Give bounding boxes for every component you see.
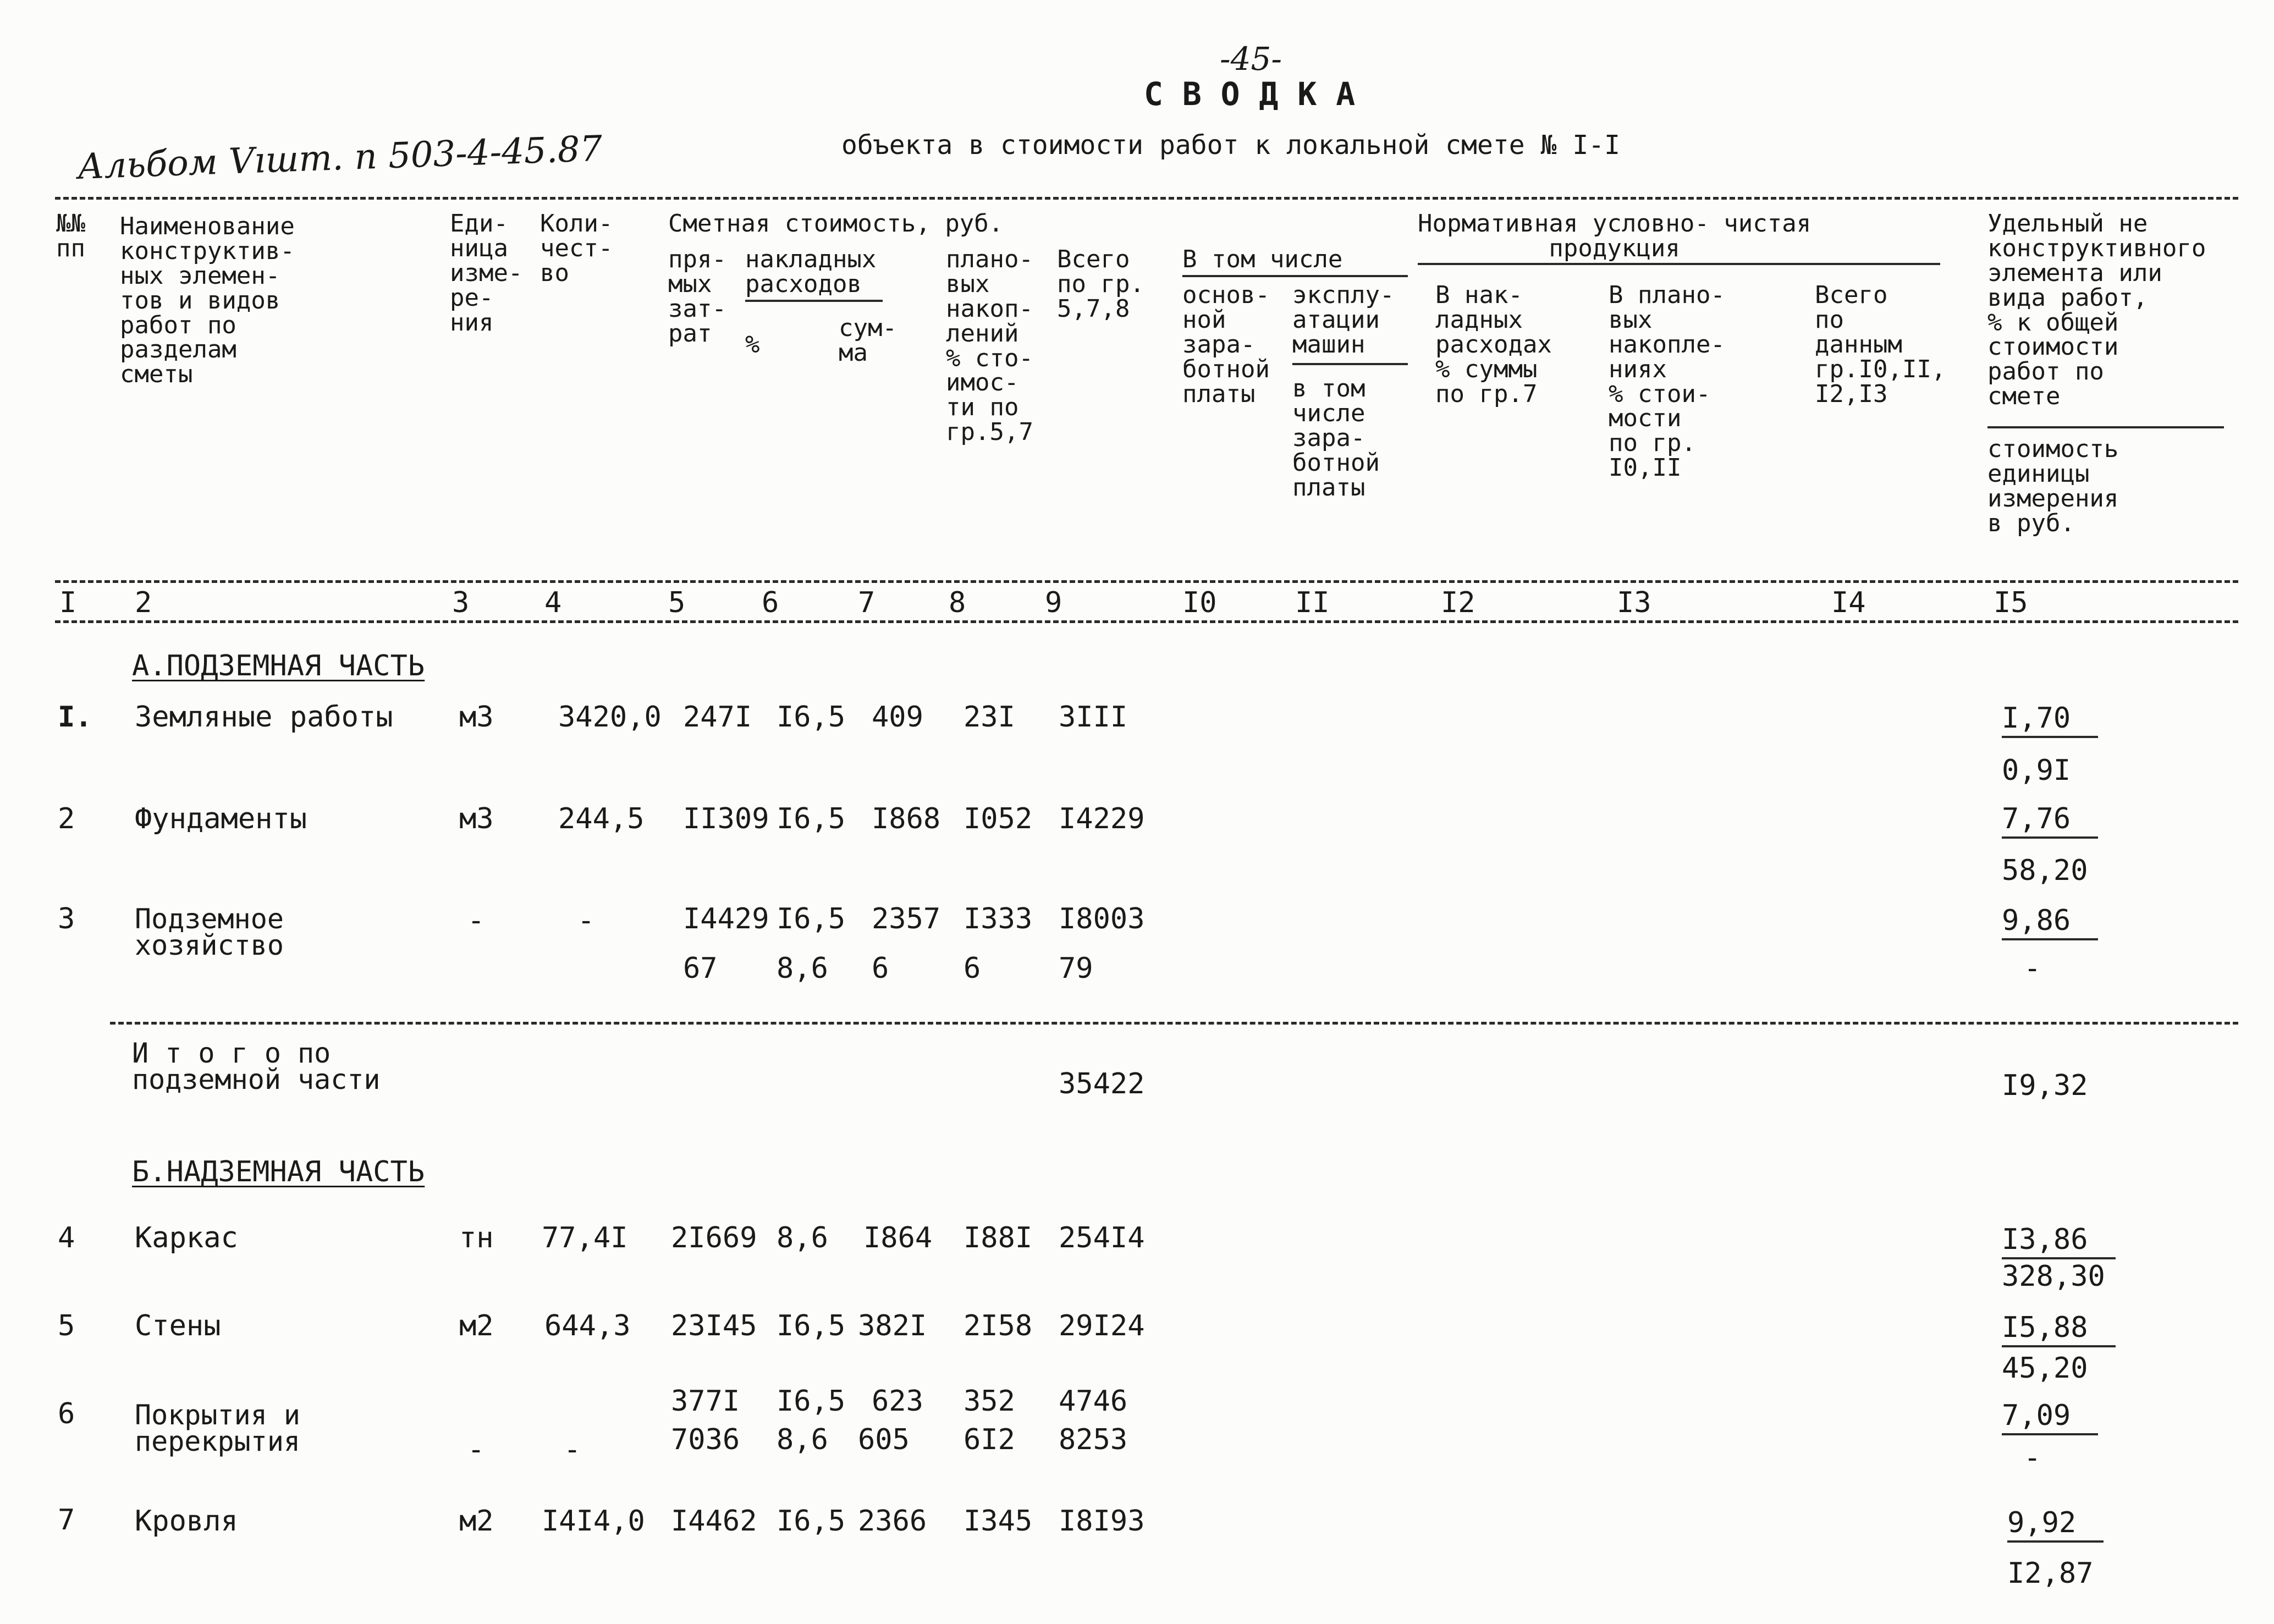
row-qty: 644,3	[544, 1309, 631, 1342]
row-overhead-pct: 8,6	[777, 1221, 828, 1254]
row-direct: 2I669	[671, 1221, 757, 1254]
row-planned-2: 6	[963, 952, 981, 985]
row-direct: I4462	[671, 1505, 757, 1538]
row-share-pct: 9,86	[2002, 906, 2098, 940]
row-direct: 23I45	[671, 1309, 757, 1342]
row-unit: м2	[459, 1505, 494, 1538]
row-overhead-pct: I6,5	[777, 1309, 846, 1342]
header-norm-group: Нормативная условно- чистая продукция	[1418, 210, 1812, 262]
header-basic-wage: основ- ной зара- ботной платы	[1182, 281, 1270, 408]
col-number: I	[59, 586, 77, 619]
row-name: Фундаменты	[135, 802, 307, 835]
row-name: Подземное хозяйство	[135, 903, 284, 961]
row-overhead-sum-2: 605	[858, 1423, 910, 1456]
row-share-pct: 7,76	[2002, 805, 2098, 839]
row-share-pct: I5,88	[2002, 1313, 2116, 1347]
header-overhead-pct: %	[745, 331, 760, 359]
header-cost-group: Сметная стоимость, руб.	[668, 210, 1004, 238]
row-planned: 2I58	[963, 1309, 1033, 1342]
subtotal-total: 35422	[1059, 1067, 1145, 1100]
document-subtitle: объекта в стоимости работ к локальной смете № I-I	[841, 130, 1621, 161]
row-overhead-pct: I6,5	[777, 1385, 846, 1418]
row-total: 4746	[1059, 1385, 1128, 1418]
row-planned: I333	[963, 902, 1033, 935]
header-specific-rule	[1987, 426, 2224, 428]
row-planned: 352	[963, 1385, 1015, 1418]
row-qty: -	[564, 1433, 581, 1466]
row-overhead-pct-2: 8,6	[777, 952, 828, 985]
row-overhead-sum: 409	[872, 701, 923, 734]
row-share-pct: 9,92	[2007, 1509, 2104, 1543]
row-unit-cost: 45,20	[2002, 1352, 2088, 1385]
section-heading-aboveground: Б.НАДЗЕМНАЯ ЧАСТЬ	[132, 1155, 425, 1188]
row-name: Кровля	[135, 1505, 238, 1538]
header-direct: пря- мых зат- рат	[668, 245, 726, 348]
header-qty: Коли- чест- во	[540, 210, 613, 287]
header-unit: Еди- ница изме- ре- ния	[450, 210, 523, 337]
col-number: 6	[762, 586, 779, 619]
row-unit-cost: -	[2024, 1441, 2041, 1474]
row-total-2: 79	[1059, 952, 1093, 985]
header-incl: В том числе	[1182, 245, 1343, 273]
header-unit-cost: стоимость единицы измерения в руб.	[1987, 435, 2119, 537]
row-qty: 77,4I	[542, 1221, 628, 1254]
row-direct: 247I	[683, 701, 752, 734]
row-unit: -	[467, 904, 485, 937]
row-no: 3	[58, 902, 75, 935]
row-overhead-sum: 623	[872, 1385, 923, 1418]
col-number: 5	[668, 586, 686, 619]
header-norm-rule	[1418, 263, 1940, 265]
page-number: -45-	[1220, 40, 1282, 78]
row-unit: -	[467, 1433, 485, 1466]
header-norm-overhead: В нак- ладных расходах % суммы по гр.7	[1435, 281, 1552, 408]
row-unit: м3	[459, 802, 494, 835]
row-overhead-sum: 2357	[872, 902, 941, 935]
row-overhead-pct: I6,5	[777, 902, 846, 935]
row-overhead-sum: 2366	[858, 1505, 927, 1538]
row-unit-cost: 0,9I	[2002, 754, 2071, 787]
row-share-pct: I,70	[2002, 704, 2098, 738]
row-planned: I345	[963, 1505, 1033, 1538]
header-overhead: накладных расходов	[745, 245, 877, 298]
col-number: 2	[135, 586, 152, 619]
row-direct: 377I	[671, 1385, 740, 1418]
row-total: I8I93	[1059, 1505, 1145, 1538]
row-no: 7	[58, 1504, 75, 1537]
row-direct-2: 7036	[671, 1423, 740, 1456]
row-share-pct: I3,86	[2002, 1225, 2116, 1259]
row-no: 6	[58, 1397, 75, 1430]
row-planned-2: 6I2	[963, 1423, 1015, 1456]
row-unit: тн	[459, 1221, 494, 1254]
header-overhead-rule	[745, 300, 883, 302]
row-direct: I4429	[683, 902, 769, 935]
row-qty: -	[577, 904, 595, 937]
album-handwritten-note: Альбом Vıшт. п 503-4-45.87	[76, 128, 603, 188]
row-planned: I88I	[963, 1221, 1033, 1254]
row-total: I4229	[1059, 802, 1145, 835]
header-machine-wage: в том числе зара- ботной платы	[1292, 375, 1380, 502]
row-unit-cost: 58,20	[2002, 854, 2088, 887]
header-specific: Удельный не конструктивного элемента или вида работ, % к общей стоимости работ по смете	[1987, 210, 2206, 411]
col-number: 8	[949, 586, 966, 619]
header-no: №№ пп	[56, 210, 85, 262]
row-unit-cost: I2,87	[2007, 1557, 2094, 1590]
row-unit: м2	[459, 1309, 494, 1342]
subtotal-share-pct: I9,32	[2002, 1069, 2088, 1102]
row-planned: I052	[963, 802, 1033, 835]
row-qty: 3420,0	[558, 701, 662, 734]
header-planned: плано- вых накоп- лений % сто- имос- ти по гр.5,7	[946, 245, 1033, 447]
row-direct: II309	[683, 802, 769, 835]
header-machine-rule	[1292, 363, 1408, 365]
row-overhead-sum: I868	[872, 802, 941, 835]
header-top-rule	[55, 197, 2238, 200]
header-norm-planned: В плано- вых накопле- ниях % стои- мости по гр. I0,II	[1609, 281, 1725, 482]
row-overhead-sum-2: 6	[872, 952, 889, 985]
row-no: I.	[58, 701, 92, 734]
column-numbers-bottom-rule	[55, 620, 2238, 623]
col-number: I2	[1441, 586, 1475, 619]
row-qty: I4I4,0	[542, 1505, 645, 1538]
col-number: I5	[1994, 586, 2028, 619]
header-incl-rule	[1182, 275, 1408, 277]
row-overhead-pct: I6,5	[777, 1505, 846, 1538]
row-unit: м3	[459, 701, 494, 734]
row-no: 4	[58, 1221, 75, 1254]
col-number: I0	[1182, 586, 1217, 619]
col-number: I4	[1831, 586, 1866, 619]
col-number: 4	[544, 586, 562, 619]
header-norm-total: Всего по данным гр.I0,II, I2,I3	[1815, 281, 1946, 408]
row-total: 254I4	[1059, 1221, 1145, 1254]
col-number: 7	[858, 586, 876, 619]
row-overhead-pct: I6,5	[777, 701, 846, 734]
col-number: I3	[1617, 586, 1651, 619]
row-overhead-sum: I864	[863, 1221, 933, 1254]
row-name: Покрытия и перекрытия	[135, 1399, 301, 1457]
row-total: 3III	[1059, 701, 1128, 734]
row-name: Земляные работы	[135, 701, 393, 734]
row-overhead-sum: 382I	[858, 1309, 927, 1342]
row-no: 2	[58, 802, 75, 835]
row-unit-cost: 328,30	[2002, 1260, 2105, 1293]
header-overhead-sum: сум- ма	[839, 314, 897, 367]
row-planned: 23I	[963, 701, 1015, 734]
col-number: 9	[1045, 586, 1062, 619]
header-machine: эксплу- атации машин	[1292, 281, 1395, 359]
col-number: 3	[452, 586, 470, 619]
row-overhead-pct: I6,5	[777, 802, 846, 835]
row-total: 29I24	[1059, 1309, 1145, 1342]
row-no: 5	[58, 1309, 75, 1342]
subtotal-rule	[110, 1022, 2238, 1025]
row-overhead-pct-2: 8,6	[777, 1423, 828, 1456]
row-direct-2: 67	[683, 952, 718, 985]
row-name: Стены	[135, 1309, 221, 1342]
row-qty: 244,5	[558, 802, 645, 835]
row-name: Каркас	[135, 1221, 238, 1254]
row-total: I8003	[1059, 902, 1145, 935]
document-title: С В О Д К А	[1144, 75, 1356, 113]
row-total-2: 8253	[1059, 1423, 1128, 1456]
column-numbers-top-rule	[55, 580, 2238, 583]
subtotal-label: И т о г о по подземной части	[132, 1037, 381, 1095]
row-unit-cost: -	[2024, 952, 2041, 985]
row-share-pct: 7,09	[2002, 1401, 2098, 1435]
section-heading-underground: А.ПОДЗЕМНАЯ ЧАСТЬ	[132, 649, 425, 682]
col-number: II	[1295, 586, 1330, 619]
header-total: Всего по гр. 5,7,8	[1057, 245, 1144, 323]
header-name: Наименование конструктив- ных элемен- тов и видов работ по разделам сметы	[120, 212, 295, 389]
